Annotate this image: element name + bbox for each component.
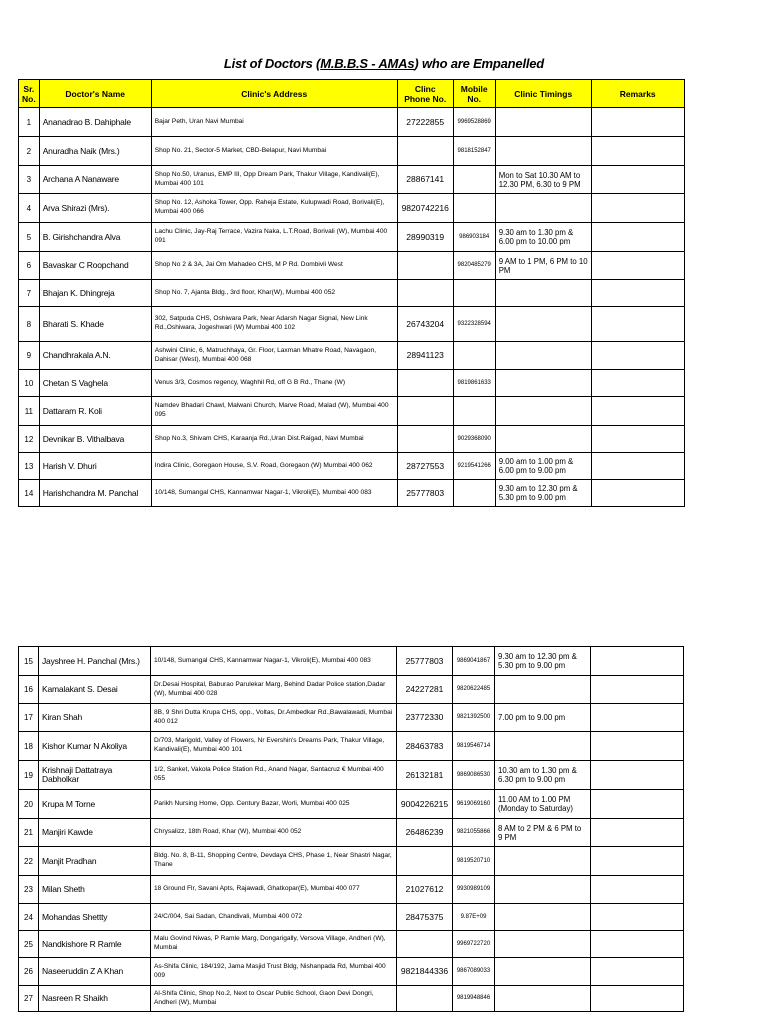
doctor-name-cell: B. Girishchandra Alva [39, 223, 151, 252]
timings-cell [495, 676, 591, 704]
table-row [19, 342, 685, 370]
timings-cell: 7.00 pm to 9.00 pm [495, 704, 591, 732]
timings-cell: 9 AM to 1 PM, 6 PM to 10 PM [495, 252, 591, 280]
address-cell: 8B, 9 Shri Dutta Krupa CHS, opp., Voltas, Dr.Ambedkar Rd.,Bawalawadi, Mumbai 400 012 [151, 704, 397, 732]
table-row [19, 986, 684, 1012]
doctor-name-cell: Harish V. Dhuri [39, 453, 151, 480]
sr-cell: 21 [19, 819, 39, 847]
table-body-bottom [19, 647, 684, 1012]
address-cell: Chrysalizz, 18th Road, Khar (W), Mumbai 400 052 [151, 819, 397, 847]
mobile-cell [453, 166, 495, 194]
timings-cell: 9.30 am to 1.30 pm & 6.00 pm to 10.00 pm [495, 223, 591, 252]
table-row [19, 480, 685, 507]
mobile-cell: 9821392500 [453, 704, 495, 732]
sr-cell: 16 [19, 676, 39, 704]
header-phone: Clinc Phone No. [397, 80, 453, 108]
timings-cell [495, 931, 591, 958]
title-underlined: M.B.B.S - AMAs [320, 56, 415, 71]
timings-cell [495, 876, 591, 904]
table-row [19, 108, 685, 137]
phone-cell: 28463783 [397, 732, 453, 761]
table-row [19, 252, 685, 280]
sr-cell: 10 [19, 370, 40, 397]
doctor-name-cell: Manjit Pradhan [39, 847, 151, 876]
phone-cell: 28990319 [397, 223, 453, 252]
sr-cell: 12 [19, 426, 40, 453]
timings-cell [495, 732, 591, 761]
sr-cell: 17 [19, 704, 39, 732]
sr-cell: 22 [19, 847, 39, 876]
phone-cell [397, 280, 453, 307]
table-row [19, 904, 684, 931]
phone-cell: 9821844336 [397, 958, 453, 986]
sr-cell: 9 [19, 342, 40, 370]
mobile-cell [453, 397, 495, 426]
mobile-cell: 9818152847 [453, 137, 495, 166]
sr-cell: 27 [19, 986, 39, 1012]
timings-cell [495, 958, 591, 986]
remarks-cell [591, 647, 684, 676]
header-remarks: Remarks [591, 80, 684, 108]
remarks-cell [591, 958, 684, 986]
doctor-name-cell: Mohandas Shettty [39, 904, 151, 931]
address-cell: 1/2, Sanket, Vakola Police Station Rd., Anand Nagar, Santacruz € Mumbai 400 055 [151, 761, 397, 790]
address-cell: 10/148, Sumangal CHS, Kannamwar Nagar-1, Vikroli(E), Mumbai 400 083 [151, 647, 397, 676]
remarks-cell [591, 790, 684, 819]
remarks-cell [591, 342, 684, 370]
phone-cell: 9820742216 [397, 194, 453, 223]
phone-cell: 25777803 [397, 480, 453, 507]
address-cell: Indira Clinic, Goregaon House, S.V. Road, Goregaon (W) Mumbai 400 062 [151, 453, 397, 480]
address-cell: 24/C/004, Sai Sadan, Chandivali, Mumbai 400 072 [151, 904, 397, 931]
phone-cell: 21027612 [397, 876, 453, 904]
mobile-cell: 9930989109 [453, 876, 495, 904]
phone-cell: 9004226215 [397, 790, 453, 819]
sr-cell: 14 [19, 480, 40, 507]
address-cell: Venus 3/3, Cosmos regency, Waghhil Rd, off G B Rd., Thane (W) [151, 370, 397, 397]
table-row [19, 704, 684, 732]
mobile-cell: 9820485279 [453, 252, 495, 280]
doctor-name-cell: Nandkishore R Ramle [39, 931, 151, 958]
sr-cell: 2 [19, 137, 40, 166]
timings-cell [495, 307, 591, 342]
address-cell: Shop No 2 & 3A, Jai Om Mahadeo CHS, M P Rd. Dombivli West [151, 252, 397, 280]
mobile-cell: 9821055866 [453, 819, 495, 847]
mobile-cell [453, 280, 495, 307]
mobile-cell [453, 342, 495, 370]
table-row [19, 194, 685, 223]
sr-cell: 8 [19, 307, 40, 342]
title-suffix: ) who are Empanelled [414, 56, 545, 71]
doctor-name-cell: Kishor Kumar N Akoliya [39, 732, 151, 761]
page-title [0, 56, 768, 71]
remarks-cell [591, 931, 684, 958]
remarks-cell [591, 732, 684, 761]
sr-cell: 1 [19, 108, 40, 137]
sr-cell: 3 [19, 166, 40, 194]
table-header-row [19, 80, 685, 108]
doctor-name-cell: Kiran Shah [39, 704, 151, 732]
doctor-name-cell: Kamalakant S. Desai [39, 676, 151, 704]
table-row [19, 426, 685, 453]
remarks-cell [591, 194, 684, 223]
phone-cell: 24227281 [397, 676, 453, 704]
remarks-cell [591, 986, 684, 1012]
sr-cell: 13 [19, 453, 40, 480]
address-cell: 18 Ground Flr, Savani Apts, Rajawadi, Ghatkopar(E), Mumbai 400 077 [151, 876, 397, 904]
table-row [19, 847, 684, 876]
mobile-cell: 9819546714 [453, 732, 495, 761]
address-cell: Shop No. 7, Ajanta Bldg., 3rd floor, Khar(W), Mumbai 400 052 [151, 280, 397, 307]
phone-cell: 28727553 [397, 453, 453, 480]
header-address: Clinic's Address [151, 80, 397, 108]
header-name: Doctor's Name [39, 80, 151, 108]
remarks-cell [591, 904, 684, 931]
doctor-name-cell: Krupa M Torne [39, 790, 151, 819]
timings-cell: 10.30 am to 1.30 pm & 6.30 pm to 9.00 pm [495, 761, 591, 790]
remarks-cell [591, 137, 684, 166]
address-cell: 302, Satpuda CHS, Oshiwara Park, Near Adarsh Nagar Signal, New Link Rd.,Oshiwara, Jogeshwari (W) Mumbai 400 102 [151, 307, 397, 342]
phone-cell [397, 370, 453, 397]
address-cell: As-Shifa Clinic, 184/192, Jama Masjid Trust Bldg, Nishanpada Rd, Mumbai 400 009 [151, 958, 397, 986]
timings-cell [495, 194, 591, 223]
doctor-name-cell: Archana A Nanaware [39, 166, 151, 194]
doctors-table-bottom [18, 646, 684, 1012]
remarks-cell [591, 280, 684, 307]
phone-cell: 28475375 [397, 904, 453, 931]
doctor-name-cell: Ananadrao B. Dahiphale [39, 108, 151, 137]
timings-cell: 9.30 am to 12.30 pm & 5.30 pm to 9.00 pm [495, 647, 591, 676]
doctor-name-cell: Harishchandra M. Panchal [39, 480, 151, 507]
timings-cell: Mon to Sat 10.30 AM to 12.30 PM, 6.30 to 9 PM [495, 166, 591, 194]
mobile-cell [453, 480, 495, 507]
sr-cell: 5 [19, 223, 40, 252]
table-row [19, 732, 684, 761]
timings-cell [495, 904, 591, 931]
sr-cell: 20 [19, 790, 39, 819]
table-row [19, 761, 684, 790]
table-row [19, 931, 684, 958]
doctor-name-cell: Bhajan K. Dhingreja [39, 280, 151, 307]
timings-cell [495, 847, 591, 876]
table-row [19, 307, 685, 342]
sr-cell: 6 [19, 252, 40, 280]
remarks-cell [591, 426, 684, 453]
address-cell: Shop No. 12, Ashoka Tower, Opp. Raheja Estate, Kulupwadi Road, Borivali(E), Mumbai 400 066 [151, 194, 397, 223]
table-row [19, 958, 684, 986]
remarks-cell [591, 307, 684, 342]
address-cell: Parikh Nursing Home, Opp. Century Bazar, Worli, Mumbai 400 025 [151, 790, 397, 819]
phone-cell [397, 986, 453, 1012]
remarks-cell [591, 847, 684, 876]
remarks-cell [591, 223, 684, 252]
phone-cell: 27222855 [397, 108, 453, 137]
remarks-cell [591, 252, 684, 280]
doctor-name-cell: Anuradha Naik (Mrs.) [39, 137, 151, 166]
mobile-cell: 9869041867 [453, 647, 495, 676]
address-cell: Lachu Clinic, Jay-Raj Terrace, Vazira Naka, L.T.Road, Borivali (W), Mumbai 400 091 [151, 223, 397, 252]
table-row [19, 166, 685, 194]
remarks-cell [591, 370, 684, 397]
doctor-name-cell: Bavaskar C Roopchand [39, 252, 151, 280]
doctor-name-cell: Chetan S Vaghela [39, 370, 151, 397]
table-row [19, 397, 685, 426]
mobile-cell: 9969528869 [453, 108, 495, 137]
phone-cell: 26743204 [397, 307, 453, 342]
remarks-cell [591, 453, 684, 480]
table-row [19, 280, 685, 307]
mobile-cell: 9322328594 [453, 307, 495, 342]
table-row [19, 453, 685, 480]
phone-cell: 26486239 [397, 819, 453, 847]
table-body-top [19, 108, 685, 507]
mobile-cell: 9819520710 [453, 847, 495, 876]
remarks-cell [591, 166, 684, 194]
timings-cell [495, 986, 591, 1012]
address-cell: Dr.Desai Hospital, Baburao Parulekar Marg, Behind Dadar Police station,Dadar (W), Mumbai 400 028 [151, 676, 397, 704]
doctor-name-cell: Bharati S. Khade [39, 307, 151, 342]
phone-cell [397, 847, 453, 876]
phone-cell [397, 397, 453, 426]
sr-cell: 26 [19, 958, 39, 986]
address-cell: D/703, Marigold, Valley of Flowers, Nr Evershin's Dreams Park, Thakur Village, Kandivali(E), Mumbai 400 101 [151, 732, 397, 761]
remarks-cell [591, 676, 684, 704]
mobile-cell [453, 194, 495, 223]
phone-cell: 25777803 [397, 647, 453, 676]
remarks-cell [591, 704, 684, 732]
phone-cell [397, 426, 453, 453]
mobile-cell: 9869086530 [453, 761, 495, 790]
address-cell: Bldg. No. 8, B-11, Shopping Centre, Devdaya CHS, Phase 1, Near Shastri Nagar, Thane [151, 847, 397, 876]
doctor-name-cell: Chandhrakala A.N. [39, 342, 151, 370]
phone-cell: 23772330 [397, 704, 453, 732]
address-cell: Namdev Bhadari Chawl, Malwani Church, Marve Road, Malad (W), Mumbai 400 095 [151, 397, 397, 426]
address-cell: Shop No. 21, Sector-5 Market, CBD-Belapur, Navi Mumbai [151, 137, 397, 166]
doctor-name-cell: Arva Shirazi (Mrs). [39, 194, 151, 223]
sr-cell: 11 [19, 397, 40, 426]
phone-cell [397, 931, 453, 958]
remarks-cell [591, 876, 684, 904]
address-cell: 10/148, Sumangal CHS, Kannamwar Nagar-1, Vikroli(E), Mumbai 400 083 [151, 480, 397, 507]
table-row [19, 370, 685, 397]
doctor-name-cell: Nasreen R Shaikh [39, 986, 151, 1012]
header-mobile: Mobile No. [453, 80, 495, 108]
sr-cell: 15 [19, 647, 39, 676]
table-row [19, 876, 684, 904]
timings-cell: 11.00 AM to 1.00 PM (Monday to Saturday) [495, 790, 591, 819]
phone-cell [397, 137, 453, 166]
sr-cell: 24 [19, 904, 39, 931]
timings-cell [495, 342, 591, 370]
sr-cell: 18 [19, 732, 39, 761]
sr-cell: 7 [19, 280, 40, 307]
address-cell: Shop No.50, Uranus, EMP III, Opp Dream Park, Thakur Village, Kandivali(E), Mumbai 400 101 [151, 166, 397, 194]
table-row [19, 790, 684, 819]
phone-cell [397, 252, 453, 280]
timings-cell: 9.30 am to 12.30 pm & 5.30 pm to 9.00 pm [495, 480, 591, 507]
phone-cell: 26132181 [397, 761, 453, 790]
table-row [19, 223, 685, 252]
mobile-cell: 9819948846 [453, 986, 495, 1012]
address-cell: Al-Shifa Clinic, Shop No.2, Next to Oscar Public School, Gaon Devi Dongri, Andheri (W), Mumbai [151, 986, 397, 1012]
remarks-cell [591, 480, 684, 507]
table-row [19, 676, 684, 704]
mobile-cell: 9029368090 [453, 426, 495, 453]
remarks-cell [591, 819, 684, 847]
timings-cell: 8 AM to 2 PM & 6 PM to 9 PM [495, 819, 591, 847]
timings-cell [495, 397, 591, 426]
title-prefix: List of Doctors ( [223, 56, 321, 71]
table-row [19, 137, 685, 166]
doctor-name-cell: Jayshree H. Panchal (Mrs.) [39, 647, 151, 676]
sr-cell: 23 [19, 876, 39, 904]
mobile-cell: 986903184 [453, 223, 495, 252]
timings-cell [495, 370, 591, 397]
header-timings: Clinic Timings [495, 80, 591, 108]
timings-cell [495, 137, 591, 166]
address-cell: Shop No.3, Shivam CHS, Karaanja Rd.,Uran Dist.Raigad, Navi Mumbai [151, 426, 397, 453]
table-row [19, 647, 684, 676]
table-row [19, 819, 684, 847]
phone-cell: 28867141 [397, 166, 453, 194]
timings-cell: 9.00 am to 1.00 pm & 6.00 pm to 9.00 pm [495, 453, 591, 480]
mobile-cell: 9219541266 [453, 453, 495, 480]
remarks-cell [591, 397, 684, 426]
mobile-cell: 9969722720 [453, 931, 495, 958]
doctor-name-cell: Manjiri Kawde [39, 819, 151, 847]
mobile-cell: 9.87E+09 [453, 904, 495, 931]
header-sr: Sr. No. [19, 80, 40, 108]
sr-cell: 4 [19, 194, 40, 223]
timings-cell [495, 108, 591, 137]
mobile-cell: 9819861633 [453, 370, 495, 397]
address-cell: Malu Govind Niwas, P Ramle Marg, Dongarigally, Versova Village, Andheri (W), Mumbai [151, 931, 397, 958]
mobile-cell: 9619069160 [453, 790, 495, 819]
remarks-cell [591, 108, 684, 137]
doctor-name-cell: Devnikar B. Vithalbava [39, 426, 151, 453]
timings-cell [495, 426, 591, 453]
doctors-table-top [18, 79, 685, 507]
address-cell: Bajar Peth, Uran Navi Mumbai [151, 108, 397, 137]
doctor-name-cell: Krishnaji Dattatraya Dabholkar [39, 761, 151, 790]
doctor-name-cell: Naseeruddin Z A Khan [39, 958, 151, 986]
mobile-cell: 9867089033 [453, 958, 495, 986]
address-cell: Ashwini Clinic, 6, Matruchhaya, Gr. Floor, Laxman Mhatre Road, Navagaon, Dahisar (West), Mumbai 400 068 [151, 342, 397, 370]
remarks-cell [591, 761, 684, 790]
mobile-cell: 9820622485 [453, 676, 495, 704]
doctor-name-cell: Milan Sheth [39, 876, 151, 904]
doctor-name-cell: Dattaram R. Koli [39, 397, 151, 426]
phone-cell: 28941123 [397, 342, 453, 370]
sr-cell: 19 [19, 761, 39, 790]
timings-cell [495, 280, 591, 307]
sr-cell: 25 [19, 931, 39, 958]
